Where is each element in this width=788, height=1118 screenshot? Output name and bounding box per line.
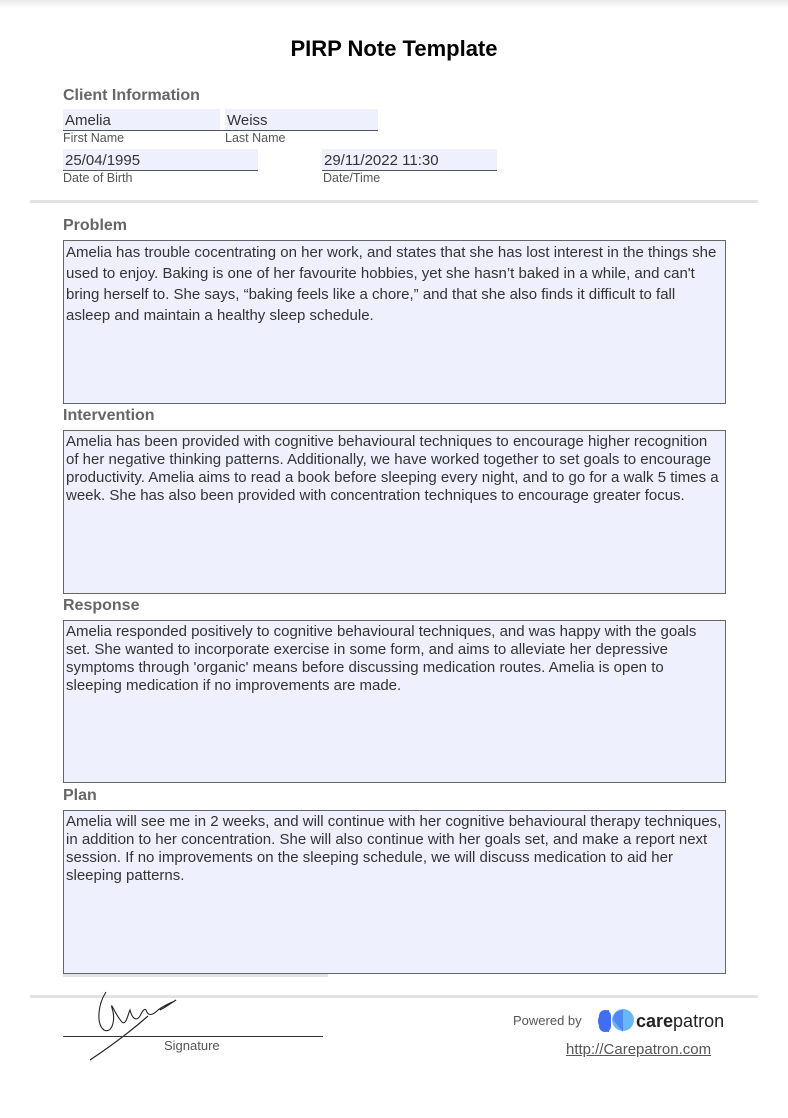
last-name-label: Last Name [225,131,286,145]
intervention-heading: Intervention [63,407,155,424]
response-heading: Response [63,597,140,614]
plan-underbar [63,974,328,977]
carepatron-link[interactable]: http://Carepatron.com [566,1041,712,1058]
brand-rest: patron [673,1011,725,1031]
top-shade [0,0,788,8]
datetime-label: Date/Time [323,171,381,185]
datetime-field[interactable]: 29/11/2022 11:30 [322,149,497,171]
section-divider [30,200,758,203]
signature-label: Signature [164,1038,220,1053]
carepatron-brand [636,1011,724,1032]
page-title: PIRP Note Template [290,36,498,61]
powered-by-text: Powered by [513,1013,582,1028]
client-info-heading: Client Information [63,87,200,104]
response-textbox[interactable]: Amelia responded positively to cognitive behavioural techniques, and was happy with the goals set. She wanted to incorporate exercise in some form, and aims to alleviate her depressive symptoms through 'organic' means before discussing medication routes. Amelia is open to sleeping medication if no improvements are made. [63,620,726,783]
problem-textbox[interactable]: Amelia has trouble cocentrating on her work, and states that she has lost interest in the things she used to enjoy. Baking is one of her favourite hobbies, yet she hasn’t baked in a while, and can't bring herself to. She says, “baking feels like a chore,” and that she also finds it difficult to fall asleep and maintain a healthy sleep schedule. [63,240,726,404]
signature-line [63,1036,323,1037]
dob-field[interactable]: 25/04/1995 [63,149,258,171]
dob-label: Date of Birth [63,171,133,185]
intervention-textbox[interactable]: Amelia has been provided with cognitive behavioural techniques to encourage higher recognition of her negative thinking patterns. Additionally, we have worked together to set goals to encourage productivity. Amelia aims to read a book before sleeping every night, and to go for a walk 5 times a week. She has also been provided with concentration techniques to encourage greater focus. [63,430,726,594]
problem-heading: Problem [63,217,128,234]
plan-textbox[interactable]: Amelia will see me in 2 weeks, and will continue with her cognitive behavioural therapy techniques, in addition to her concentration. She will also continue with her goals set, and make a report next session. If no improvements on the sleeping schedule, we will discuss medication to aid her sleeping patterns. [63,810,726,974]
first-name-label: First Name [63,131,125,145]
first-name-field[interactable]: Amelia [63,109,220,131]
last-name-field[interactable]: Weiss [225,109,378,131]
plan-heading: Plan [63,787,97,804]
brand-bold: care [636,1011,674,1031]
carepatron-logo-icon [597,1008,635,1034]
